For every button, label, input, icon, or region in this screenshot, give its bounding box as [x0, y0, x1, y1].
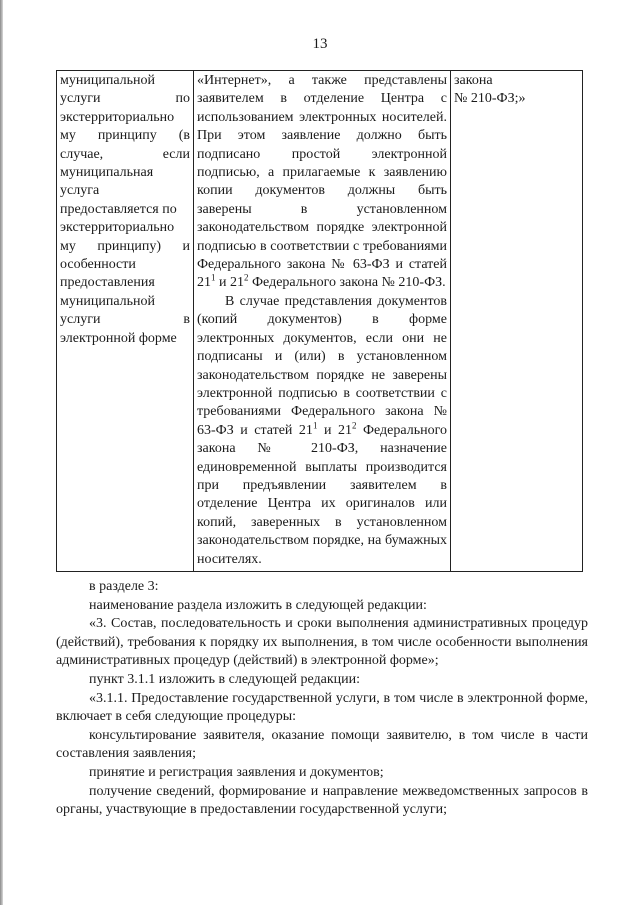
- cell-line: услуги в: [60, 312, 190, 328]
- text-run: и 21: [215, 275, 244, 291]
- text-run: Федерального закона № 210-ФЗ, назначение единовременной выплаты производится при предъявлении заявителем в отделение Центра их оригиналов или копий, заверенных в установленном законодательством порядке, на бумажных носителях.: [197, 422, 447, 567]
- paragraph: пункт 3.1.1 изложить в следующей редакции:: [89, 671, 360, 687]
- paragraph: принятие и регистрация заявления и документов;: [89, 764, 384, 780]
- text-run: Федерального закона № 210-ФЗ.: [248, 275, 446, 291]
- cell-paragraph: [197, 293, 447, 569]
- cell-line: муниципальная: [60, 165, 154, 181]
- superscript: 1: [312, 420, 318, 431]
- page-number: 13: [312, 36, 328, 52]
- cell-line: № 210-ФЗ;»: [454, 91, 526, 107]
- paragraph: консультирование заявителя, оказание помощи заявителю, в том числе в части составления заявления;: [56, 727, 588, 762]
- cell-line: электронной форме: [60, 330, 177, 346]
- scan-edge: [0, 0, 3, 905]
- document-table: [56, 70, 583, 572]
- cell-line: муниципальной: [60, 73, 156, 88]
- table-cell-reference: [451, 71, 583, 572]
- cell-line: му принципу) и: [60, 238, 190, 254]
- text-run: «Интернет», а также представлены заявителем в отделение Центра с использованием электронных носителей. При этом заявление должно быть подписано простой электронной подписью, а прилагаемые к заявлению копии документов должны быть заверены в установленном законодательством порядке электронной подписью в соответствии с требованиями Федерального закона № 63-ФЗ и статей 21: [197, 73, 447, 291]
- cell-paragraph: [197, 72, 447, 293]
- cell-line: услуги по: [60, 91, 190, 107]
- cell-line: экстерриториально: [60, 220, 175, 236]
- cell-line: экстерриториально: [60, 109, 175, 125]
- body-text: [56, 578, 588, 820]
- table-row: [57, 71, 583, 572]
- cell-line: случае, если: [60, 146, 190, 162]
- text-run: и 21: [317, 422, 352, 438]
- cell-line: закона: [454, 73, 493, 88]
- paragraph: «3.1.1. Предоставление государственной услуги, в том числе в электронной форме, включает в себя следующие процедуры:: [56, 690, 588, 725]
- paragraph: наименование раздела изложить в следующей редакции:: [89, 597, 427, 613]
- cell-line: му принципу (в: [60, 128, 190, 144]
- paragraph: получение сведений, формирование и направление межведомственных запросов в органы, участвующие в предоставлении государственной услуги;: [56, 783, 588, 818]
- cell-line: предоставления: [60, 275, 155, 291]
- superscript: 2: [351, 420, 357, 431]
- superscript: 1: [211, 272, 216, 283]
- cell-line: предоставляется по: [60, 201, 177, 217]
- cell-line: муниципальной: [60, 293, 156, 309]
- cell-line: услуга: [60, 183, 100, 199]
- text-run: В случае представления документов (копий документов) в форме электронных документов, если они не подписаны и (или) в установленном законодательством порядке не заверены электронной подписью в соответствии с требованиями Федерального закона № 63-ФЗ и статей 21: [197, 293, 447, 438]
- superscript: 2: [244, 272, 249, 283]
- table-cell-description: [194, 71, 451, 572]
- paragraph: «3. Состав, последовательность и сроки выполнения административных процедур (действий), требования к порядку их выполнения, в том числе особенности выполнения административных процедур (действий) в электронной форме»;: [56, 616, 588, 669]
- cell-line: особенности: [60, 257, 136, 273]
- table-cell-service-name: [57, 71, 194, 572]
- paragraph: в разделе 3:: [89, 579, 159, 594]
